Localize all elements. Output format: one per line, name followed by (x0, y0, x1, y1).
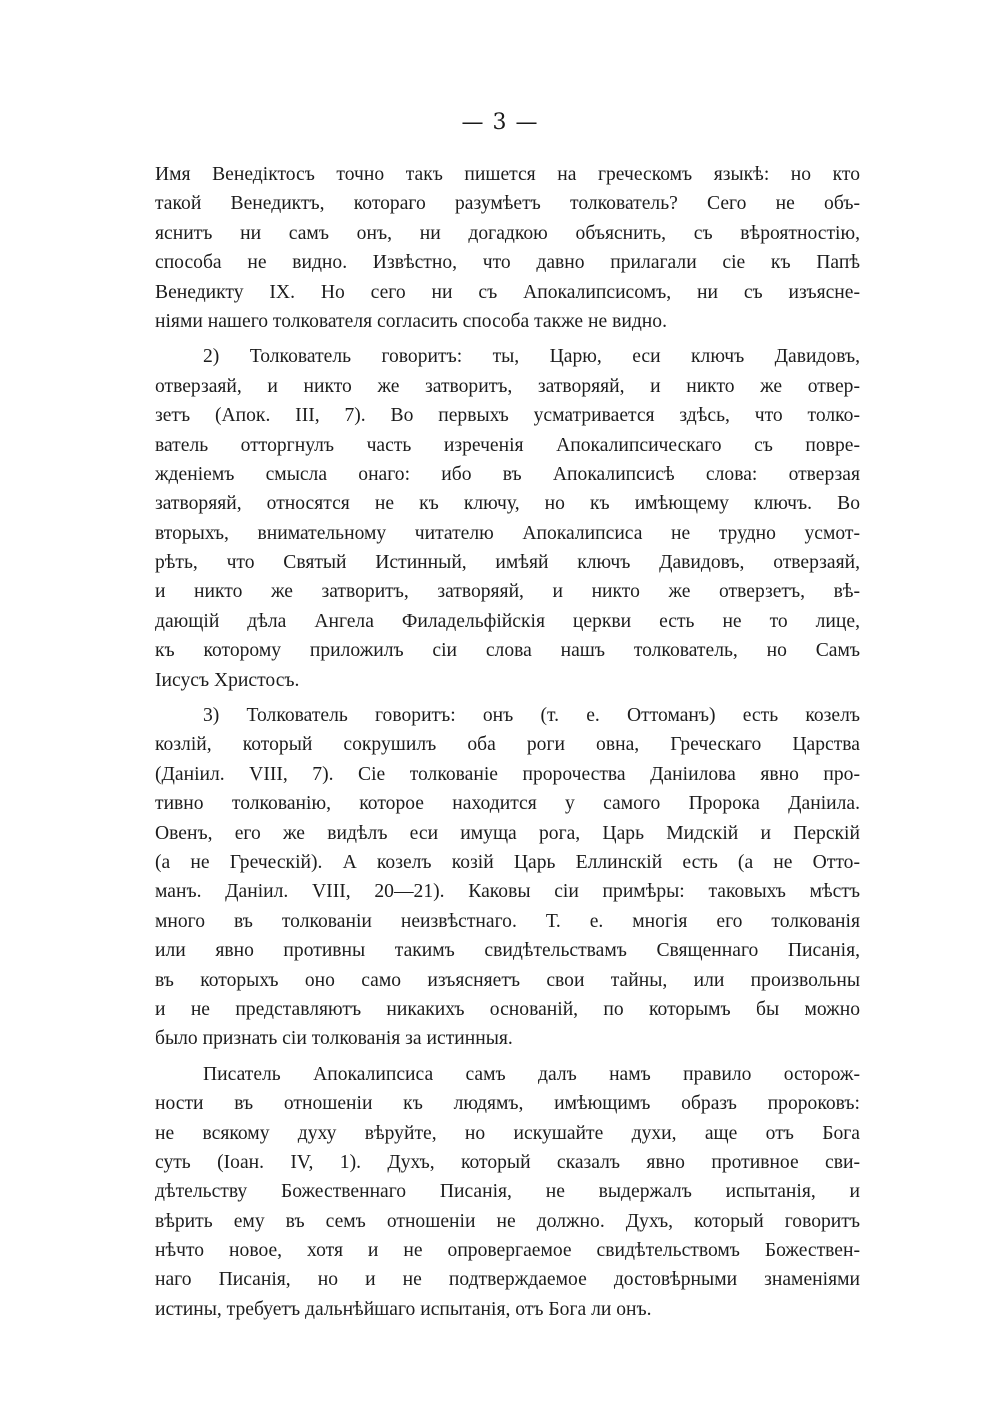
text-line: тивно толкованiю, которое находится у самого Пророка Данiила. (155, 793, 860, 815)
text-line: 3) Толкователь говоритъ: онъ (т. е. Оттоманъ) есть козелъ (203, 705, 860, 727)
text-line: было признать сiи толкованiя за истинныя. (155, 1028, 513, 1050)
text-line: дѣтельству Божественнаго Писанiя, не выдержалъ испытанiя, и (155, 1181, 860, 1203)
text-line: жденiемъ смысла онаго: ибо въ Апокалипсисѣ слова: отверзая (155, 463, 860, 485)
text-line: яснитъ ни самъ онъ, ни догадкою объяснить, съ вѣроятностiю, (155, 222, 860, 244)
text-line: такой Венедиктъ, котораго разумѣетъ толкователь? Сего не объ- (155, 193, 860, 215)
text-line: Имя Венедiктосъ точно такъ пишется на греческомъ языкѣ: но кто (155, 164, 860, 185)
text-line: вторыхъ, внимательному читателю Апокалипсиса не трудно усмот- (155, 522, 860, 544)
text-line: Венедикту IX. Но сего ни съ Апокалипсисомъ, ни съ изъясне- (155, 281, 860, 303)
text-line: въ которыхъ оно само изъясняетъ свои тайны, или произвольны (155, 969, 860, 991)
text-line: манъ. Данiил. VIII, 20—21). Каковы сiи примѣры: таковыхъ мѣстъ (155, 881, 860, 903)
text-line: нѣчто новое, хотя и не опровергаемое свидѣтельствомъ Божествен- (155, 1240, 860, 1262)
text-line: или явно противны такимъ свидѣтельствамъ Священнаго Писанiя, (155, 940, 860, 962)
text-line: Iисусъ Христосъ. (155, 669, 300, 691)
text-line: истины, требуетъ дальнѣйшаго испытанiя, отъ Бога ли онъ. (155, 1298, 652, 1320)
text-line: (а не Греческiй). А козелъ козiй Царь Еллинскiй есть (а не Отто- (155, 851, 860, 873)
paragraph (155, 160, 860, 336)
text-line: 2) Толкователь говоритъ: ты, Царю, еси ключъ Давидовъ, (203, 346, 860, 368)
text-line: Писатель Апокалипсиса самъ далъ намъ правило осторож- (203, 1063, 860, 1085)
paragraph (155, 701, 860, 1054)
body-text (155, 160, 860, 1324)
paragraph (155, 342, 860, 695)
text-line: дающiй дѣла Ангела Филадельфiйскiя церкви есть не то лице, (155, 610, 860, 632)
text-line: суть (Iоан. IV, 1). Духъ, который сказалъ явно противное сви- (155, 1151, 860, 1173)
text-line: вѣрить ему въ семъ отношенiи не должно. Духъ, который говоритъ (155, 1210, 860, 1232)
text-line: рѣть, что Святый Истинный, имѣяй ключъ Давидовъ, отверзаяй, (155, 552, 860, 574)
text-line: ватель отторгнулъ часть изреченiя Апокалипсическаго съ повре- (155, 434, 860, 456)
text-line: много въ толкованiи неизвѣстнаго. Т. е. многiя его толкованiя (155, 910, 860, 932)
text-line: зетъ (Апок. III, 7). Во первыхъ усматривается здѣсь, что толко- (155, 405, 860, 427)
text-line: ности въ отношенiи къ людямъ, имѣющимъ образъ пророковъ: (155, 1093, 860, 1115)
text-line: къ которому приложилъ сiи слова нашъ толкователь, но Самъ (155, 640, 860, 662)
paragraph (155, 1060, 860, 1325)
text-line: и никто же затворитъ, затворяяй, и никто же отверзетъ, вѣ- (155, 581, 860, 603)
text-line: не всякому духу вѣруйте, но искушайте духи, аще отъ Бога (155, 1122, 860, 1144)
page-number: — 3 — (461, 110, 539, 135)
text-line: отверзаяй, и никто же затворитъ, затворяяй, и никто же отвер- (155, 375, 860, 397)
text-line: (Данiил. VIII, 7). Сiе толкованiе пророчества Данiилова явно про- (155, 763, 860, 785)
text-line: способа не видно. Извѣстно, что давно прилагали сiе къ Папѣ (155, 252, 860, 274)
text-line: козлiй, который сокрушилъ оба роги овна, Греческаго Царства (155, 734, 860, 756)
text-line: и не представляютъ никакихъ основанiй, по которымъ бы можно (155, 998, 860, 1020)
text-line: наго Писанiя, но и не подтверждаемое достовѣрными знаменiями (155, 1269, 860, 1291)
text-line: Овенъ, его же видѣлъ еси имуща рога, Царь Мидскiй и Перскiй (155, 822, 860, 844)
text-line: нiями нашего толкователя согласить способа также не видно. (155, 310, 667, 332)
text-line: затворяяй, относятся не къ ключу, но къ имѣющему ключъ. Во (155, 493, 860, 515)
